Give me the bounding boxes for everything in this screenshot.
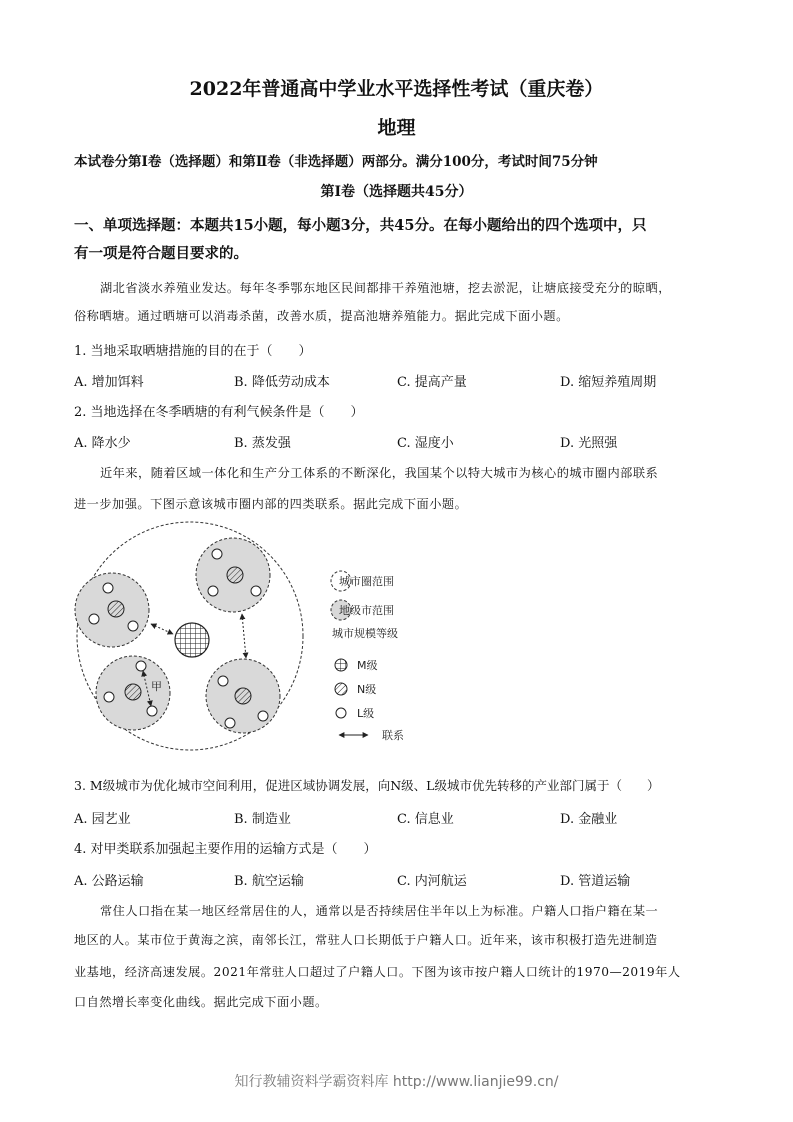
q2-option-c[interactable]: C. 湿度小 bbox=[397, 436, 454, 451]
q4-option-d[interactable]: D. 管道运输 bbox=[560, 874, 631, 889]
legend-prefecture-label: 地级市范围 bbox=[339, 604, 394, 617]
q1-option-a[interactable]: A. 增加饵料 bbox=[74, 375, 144, 390]
legend-m-label: M级 bbox=[357, 659, 378, 672]
l-level-city bbox=[89, 614, 99, 624]
q4-option-c[interactable]: C. 内河航运 bbox=[397, 874, 467, 889]
l-level-city bbox=[103, 583, 113, 593]
l-level-city bbox=[147, 706, 157, 716]
passage1-line2: 俗称晒塘。通过晒塘可以消毒杀菌，改善水质，提高池塘养殖能力。据此完成下面小题。 bbox=[74, 309, 569, 323]
q3-option-d[interactable]: D. 金融业 bbox=[560, 812, 618, 827]
q2-option-a[interactable]: A. 降水少 bbox=[74, 436, 131, 451]
q4-option-b[interactable]: B. 航空运输 bbox=[234, 874, 304, 889]
legend-city-circle-label: 城市圈范围 bbox=[339, 575, 394, 588]
l-level-city bbox=[136, 661, 146, 671]
l-level-city bbox=[218, 676, 228, 686]
section1-heading: 一、单项选择题：本题共15小题，每小题3分，共45分。在每小题给出的四个选项中，只 bbox=[74, 217, 647, 234]
legend-link-label: 联系 bbox=[382, 729, 404, 742]
passage2-line2: 进一步加强。下图示意该城市圈内部的四类联系。据此完成下面小题。 bbox=[74, 497, 468, 511]
question-2-stem: 2. 当地选择在冬季晒塘的有利气候条件是（ ） bbox=[74, 405, 364, 420]
l-level-city bbox=[208, 586, 218, 596]
n-level-city bbox=[227, 567, 243, 583]
legend-n-symbol bbox=[335, 683, 347, 695]
q1-option-c[interactable]: C. 提高产量 bbox=[397, 375, 467, 390]
exam-notice: 本试卷分第Ⅰ卷（选择题）和第Ⅱ卷（非选择题）两部分。满分100分，考试时间75分钟 bbox=[74, 154, 598, 170]
link-arrow bbox=[151, 624, 173, 634]
l-level-city bbox=[258, 711, 268, 721]
n-level-city bbox=[125, 684, 141, 700]
q2-option-d[interactable]: D. 光照强 bbox=[560, 436, 618, 451]
link-arrow bbox=[242, 614, 246, 658]
q3-option-b[interactable]: B. 制造业 bbox=[234, 812, 291, 827]
legend-l-symbol bbox=[336, 708, 346, 718]
question-4-stem: 4. 对甲类联系加强起主要作用的运输方式是（ ） bbox=[74, 842, 377, 857]
exam-title: 2022年普通高中学业水平选择性考试（重庆卷） bbox=[189, 78, 604, 100]
q1-option-d[interactable]: D. 缩短养殖周期 bbox=[560, 375, 657, 390]
passage3-line3: 业基地，经济高速发展。2021年常驻人口超过了户籍人口。下图为该市按户籍人口统计的1970—2019年人 bbox=[74, 965, 681, 979]
passage2-line1: 近年来，随着区域一体化和生产分工体系的不断深化，我国某个以特大城市为核心的城市圈内部联系 bbox=[100, 466, 659, 480]
q3-option-c[interactable]: C. 信息业 bbox=[397, 812, 454, 827]
part1-title: 第Ⅰ卷（选择题共45分） bbox=[320, 184, 473, 200]
question-3-stem: 3. M级城市为优化城市空间利用，促进区域协调发展，向N级、L级城市优先转移的产业部门属于（ ） bbox=[74, 778, 660, 793]
m-level-city bbox=[175, 623, 209, 657]
n-level-city bbox=[235, 688, 251, 704]
footer-watermark: 知行教辅资料学霸资料库 http://www.lianjie99.cn/ bbox=[234, 1074, 559, 1090]
passage1-line1: 湖北省淡水养殖业发达。每年冬季鄂东地区民间都排干养殖池塘，挖去淤泥，让塘底接受充分的晾晒， bbox=[100, 281, 671, 295]
label-jia: 甲 bbox=[151, 680, 162, 693]
l-level-city bbox=[225, 718, 235, 728]
q4-option-a[interactable]: A. 公路运输 bbox=[74, 874, 144, 889]
l-level-city bbox=[212, 549, 222, 559]
subject-title: 地理 bbox=[377, 117, 416, 139]
legend-m-symbol bbox=[335, 659, 347, 671]
passage3-line1: 常住人口指在某一地区经常居住的人，通常以是否持续居住半年以上为标准。户籍人口指户籍在某一 bbox=[100, 904, 659, 918]
passage3-line2: 地区的人。某市位于黄海之滨，南邻长江，常驻人口长期低于户籍人口。近年来，该市积极打造先进制造 bbox=[74, 933, 658, 947]
section1-heading-cont: 有一项是符合题目要求的。 bbox=[74, 245, 248, 262]
l-level-city bbox=[251, 586, 261, 596]
passage3-line4: 口自然增长率变化曲线。据此完成下面小题。 bbox=[74, 995, 328, 1009]
q1-option-b[interactable]: B. 降低劳动成本 bbox=[234, 375, 330, 390]
q2-option-b[interactable]: B. 蒸发强 bbox=[234, 436, 291, 451]
legend-n-label: N级 bbox=[357, 683, 377, 696]
city-circle-diagram bbox=[60, 518, 440, 768]
legend-title: 城市规模等级 bbox=[332, 627, 398, 640]
q3-option-a[interactable]: A. 园艺业 bbox=[74, 812, 131, 827]
l-level-city bbox=[104, 692, 114, 702]
l-level-city bbox=[128, 621, 138, 631]
n-level-city bbox=[108, 601, 124, 617]
question-1-stem: 1. 当地采取晒塘措施的目的在于（ ） bbox=[74, 344, 312, 359]
legend-l-label: L级 bbox=[357, 707, 375, 720]
